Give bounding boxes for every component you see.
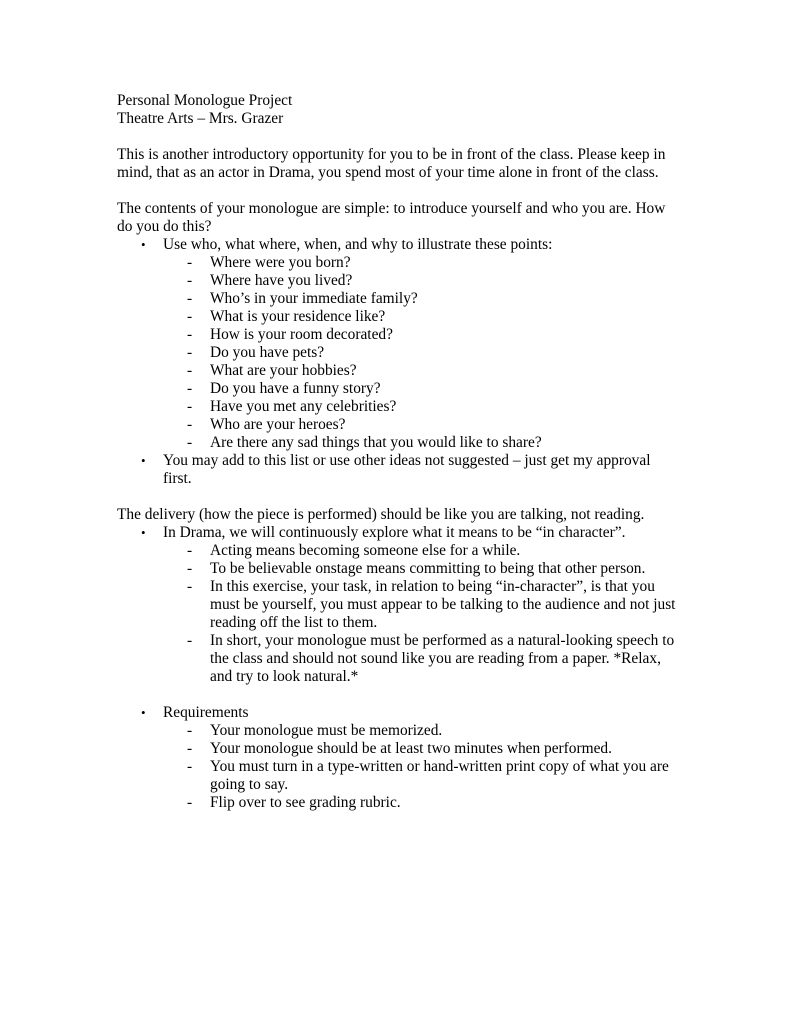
contents-bullet-list xyxy=(117,236,677,488)
dash-icon: - xyxy=(187,344,193,361)
dash-icon: - xyxy=(187,416,193,433)
list-item xyxy=(117,542,677,560)
question-text: Are there any sad things that you would like to share? xyxy=(210,434,542,451)
list-item xyxy=(117,272,677,290)
question-text: Do you have a funny story? xyxy=(210,380,381,397)
list-item xyxy=(117,578,677,632)
point-text: In this exercise, your task, in relation to being “in-character”, is that you must be yourself, you must appear to be talking to the audience and not just reading off the list to them. xyxy=(210,578,676,631)
question-text: Who are your heroes? xyxy=(210,416,346,433)
dash-icon: - xyxy=(187,578,193,595)
dash-icon: - xyxy=(187,740,193,757)
document-title: Personal Monologue Project xyxy=(117,92,293,109)
dash-icon: - xyxy=(187,362,193,379)
list-item xyxy=(117,290,677,308)
question-text: Where have you lived? xyxy=(210,272,353,289)
requirements-bullet-list xyxy=(117,704,677,812)
list-item xyxy=(117,524,677,686)
list-item xyxy=(117,758,677,794)
dash-icon: - xyxy=(187,632,193,649)
delivery-bullet-list xyxy=(117,524,677,686)
bullet-text: Requirements xyxy=(163,704,249,721)
document-subtitle: Theatre Arts – Mrs. Grazer xyxy=(117,110,284,127)
requirement-text: Your monologue must be memorized. xyxy=(210,722,443,739)
dash-icon: - xyxy=(187,794,193,811)
intro-paragraph: This is another introductory opportunity for you to be in front of the class. Please keep in mind, that as an actor in Drama, you spend most of your time alone in front of the class. xyxy=(117,146,666,181)
requirement-text: Your monologue should be at least two minutes when performed. xyxy=(210,740,612,757)
dash-icon: - xyxy=(187,434,193,451)
question-text: Who’s in your immediate family? xyxy=(210,290,418,307)
dash-icon: - xyxy=(187,542,193,559)
list-item xyxy=(117,632,677,686)
delivery-points-list xyxy=(117,542,677,686)
requirements-list xyxy=(117,722,677,812)
list-item xyxy=(117,344,677,362)
dash-icon: - xyxy=(187,272,193,289)
list-item xyxy=(117,434,677,452)
list-item xyxy=(117,452,677,488)
question-text: Have you met any celebrities? xyxy=(210,398,397,415)
question-text: Do you have pets? xyxy=(210,344,325,361)
list-item xyxy=(117,326,677,344)
dash-icon: - xyxy=(187,560,193,577)
list-item xyxy=(117,560,677,578)
point-text: To be believable onstage means committing to being that other person. xyxy=(210,560,646,577)
dash-icon: - xyxy=(187,290,193,307)
list-item xyxy=(117,380,677,398)
bullet-icon: • xyxy=(141,237,146,252)
list-item xyxy=(117,362,677,380)
questions-list xyxy=(117,254,677,452)
dash-icon: - xyxy=(187,380,193,397)
list-item xyxy=(117,740,677,758)
question-text: Where were you born? xyxy=(210,254,351,271)
list-item xyxy=(117,236,677,452)
bullet-icon: • xyxy=(141,705,146,720)
contents-lead: The contents of your monologue are simple: to introduce yourself and who you are. How do you do this? xyxy=(117,200,666,235)
dash-icon: - xyxy=(187,758,193,775)
dash-icon: - xyxy=(187,308,193,325)
requirement-text: Flip over to see grading rubric. xyxy=(210,794,401,811)
list-item xyxy=(117,704,677,812)
list-item xyxy=(117,794,677,812)
delivery-lead: The delivery (how the piece is performed) should be like you are talking, not reading. xyxy=(117,506,645,523)
list-item xyxy=(117,416,677,434)
dash-icon: - xyxy=(187,398,193,415)
bullet-icon: • xyxy=(141,453,146,468)
document-page xyxy=(117,92,677,812)
question-text: What is your residence like? xyxy=(210,308,386,325)
dash-icon: - xyxy=(187,326,193,343)
question-text: How is your room decorated? xyxy=(210,326,393,343)
bullet-text: In Drama, we will continuously explore what it means to be “in character”. xyxy=(163,524,626,541)
dash-icon: - xyxy=(187,722,193,739)
point-text: In short, your monologue must be performed as a natural-looking speech to the class and should not sound like you are reading from a paper. *Relax, and try to look natural.* xyxy=(210,632,675,685)
point-text: Acting means becoming someone else for a while. xyxy=(210,542,521,559)
bullet-text: You may add to this list or use other ideas not suggested – just get my approval first. xyxy=(163,452,651,487)
question-text: What are your hobbies? xyxy=(210,362,357,379)
list-item xyxy=(117,254,677,272)
bullet-text: Use who, what where, when, and why to illustrate these points: xyxy=(163,236,553,253)
list-item xyxy=(117,398,677,416)
bullet-icon: • xyxy=(141,525,146,540)
dash-icon: - xyxy=(187,254,193,271)
list-item xyxy=(117,722,677,740)
requirement-text: You must turn in a type-written or hand-written print copy of what you are going to say. xyxy=(210,758,669,793)
list-item xyxy=(117,308,677,326)
